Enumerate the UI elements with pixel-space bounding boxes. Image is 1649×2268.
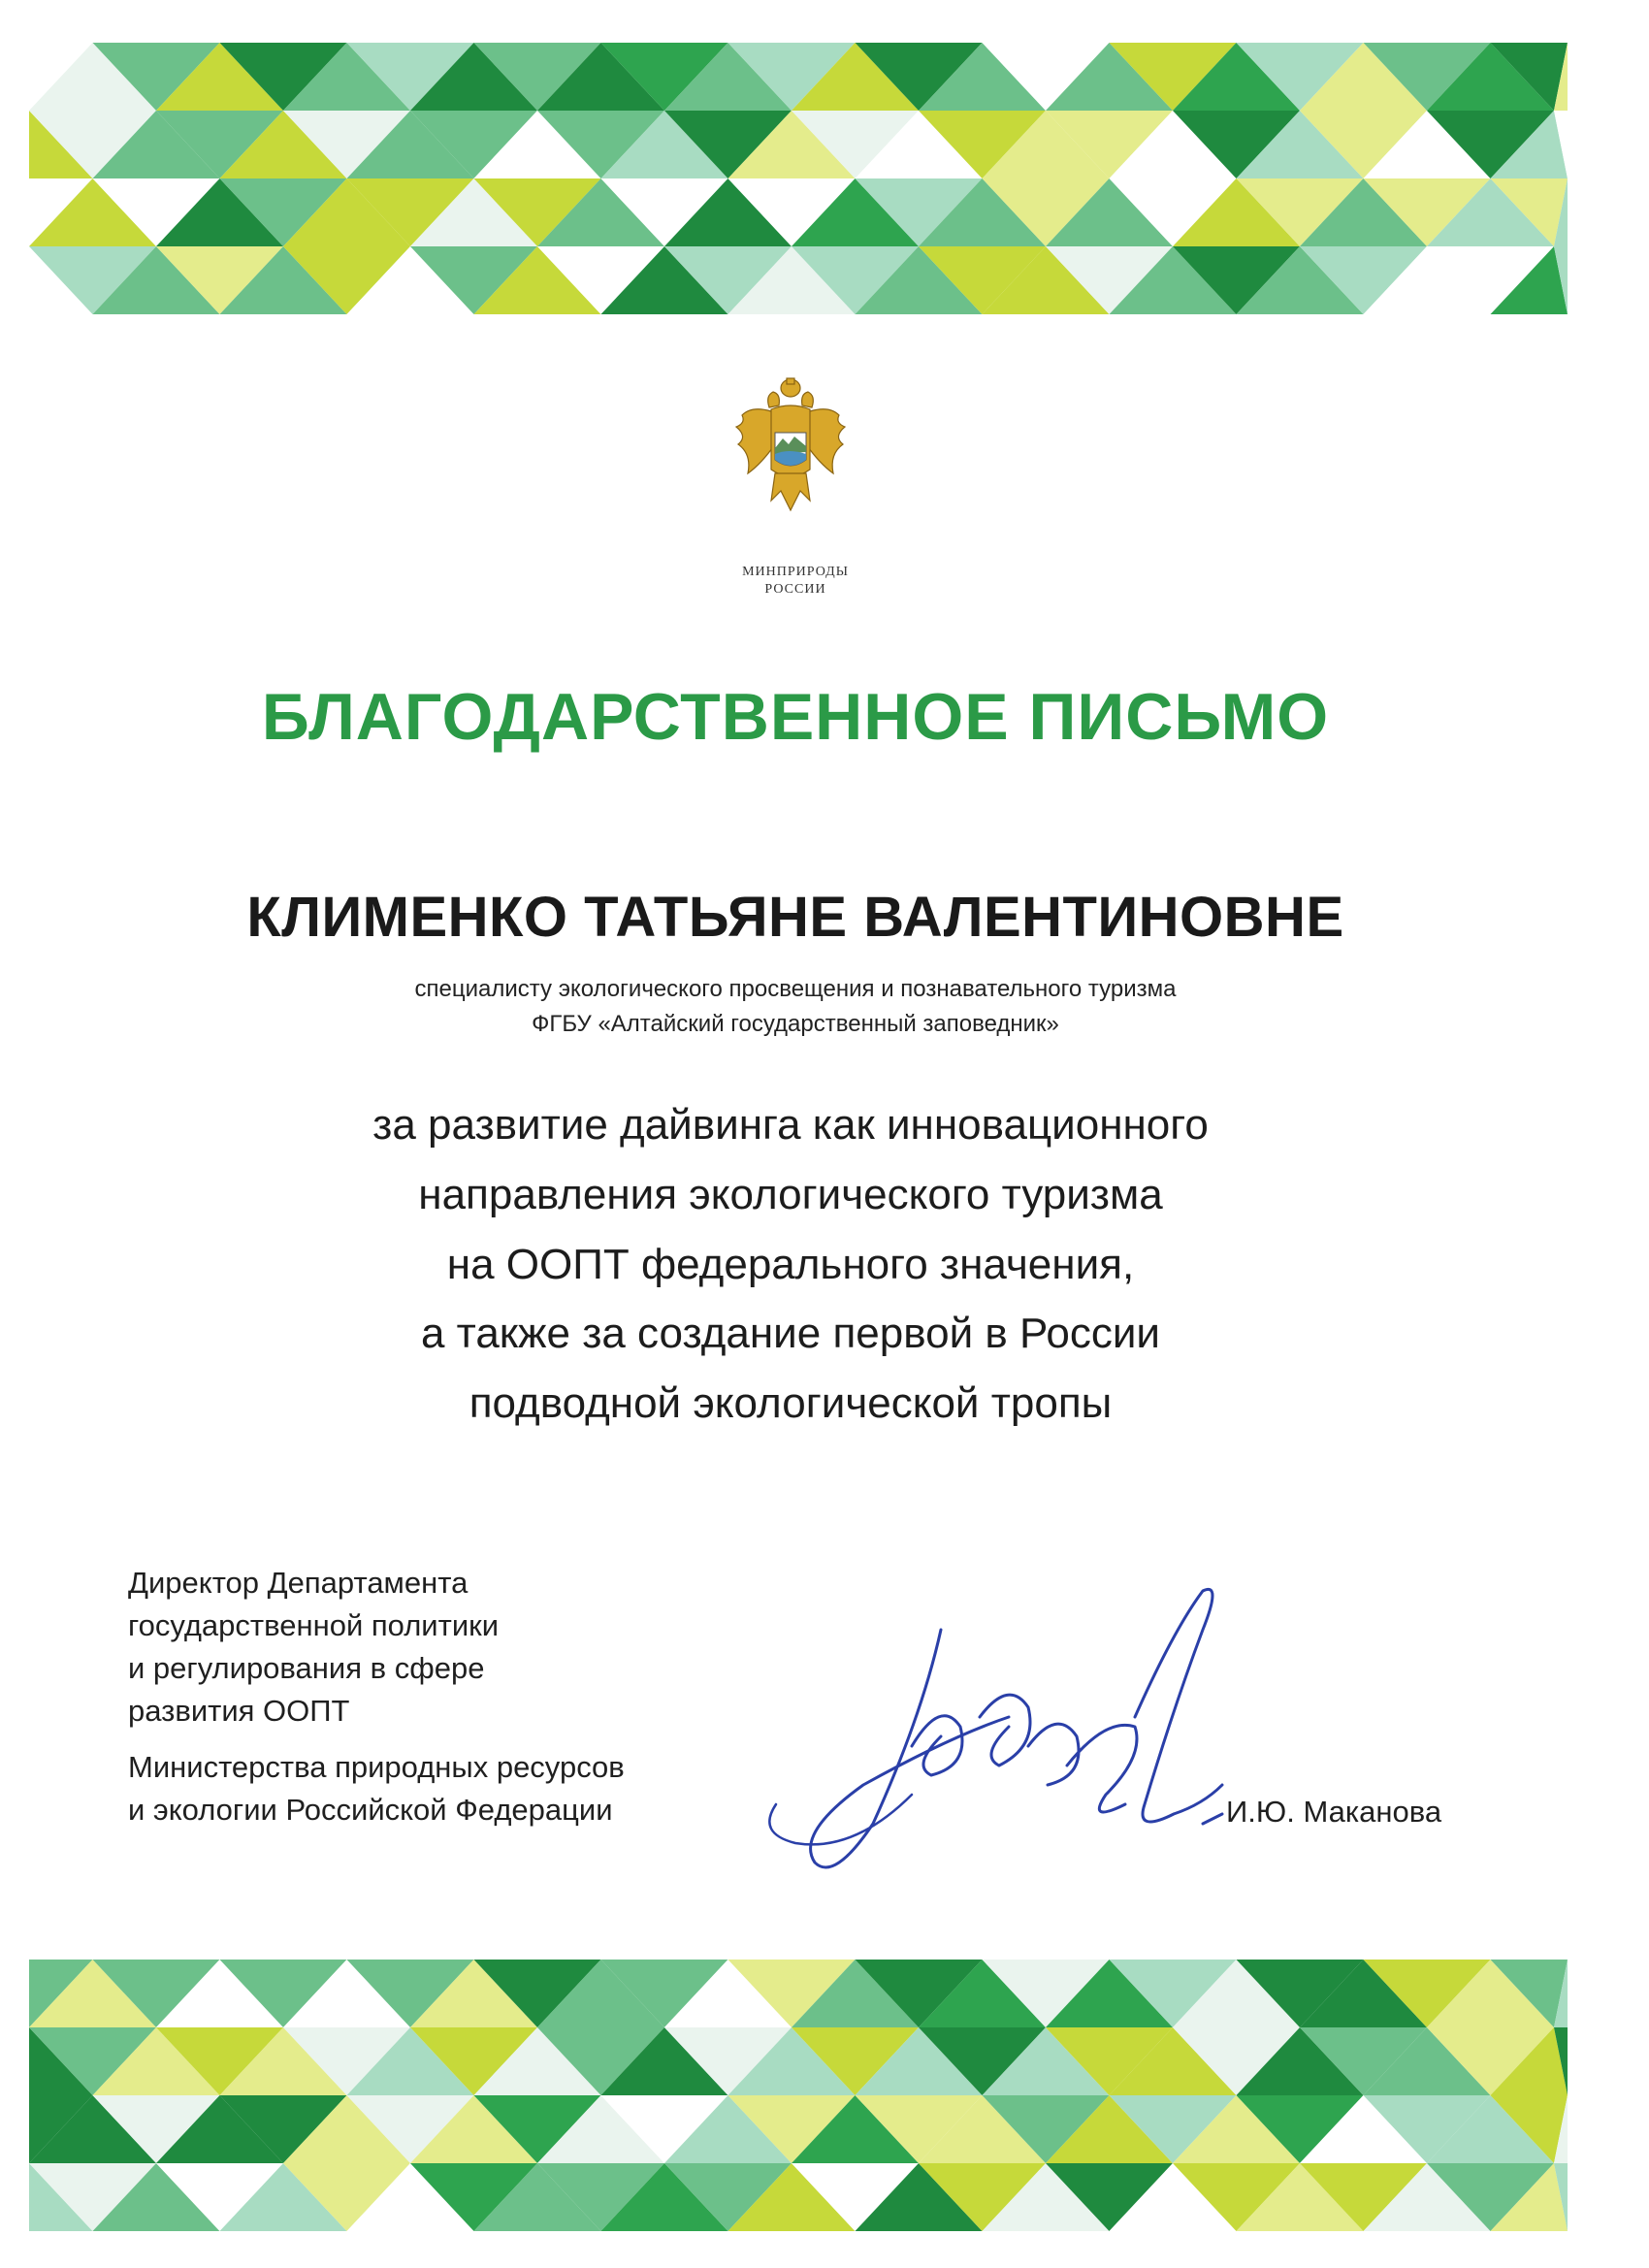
signer-title-line: и регулирования в сфере — [128, 1651, 485, 1685]
signer-name: И.Ю. Маканова — [1226, 1795, 1442, 1829]
reason-line: направления экологического туризма — [418, 1171, 1163, 1218]
signer-title-line: государственной политики — [128, 1608, 500, 1642]
reason-line: на ООПТ федерального значения, — [446, 1241, 1135, 1288]
double-headed-eagle-emblem-icon — [732, 376, 849, 522]
ministry-name-line1: МИНПРИРОДЫ — [742, 565, 849, 579]
document-title: БЛАГОДАРСТВЕННОЕ ПИСЬМО — [261, 680, 1330, 754]
reason-line: за развитие дайвинга как инновационного — [372, 1101, 1209, 1149]
recipient-organization-line: ФГБУ «Алтайский государственный заповедник» — [532, 1011, 1059, 1037]
top-triangle-pattern — [0, 0, 1649, 320]
recipient-position-line: специалисту экологического просвещения и познавательного туризма — [414, 976, 1177, 1002]
signer-title-line: развития ООПТ — [128, 1694, 350, 1728]
recipient-name: КЛИМЕНКО ТАТЬЯНЕ ВАЛЕНТИНОВНЕ — [246, 886, 1344, 949]
bottom-triangle-pattern — [0, 1930, 1649, 2268]
reason-line: подводной экологической тропы — [469, 1379, 1113, 1427]
signer-title-line: Министерства природных ресурсов — [128, 1750, 625, 1784]
reason-line: а также за создание первой в России — [420, 1310, 1161, 1357]
ministry-name-line2: РОССИИ — [764, 582, 826, 597]
signer-title-line: Директор Департамента — [128, 1566, 469, 1600]
signer-title-line: и экологии Российской Федерации — [128, 1793, 613, 1827]
handwritten-signature-icon — [718, 1571, 1242, 1892]
